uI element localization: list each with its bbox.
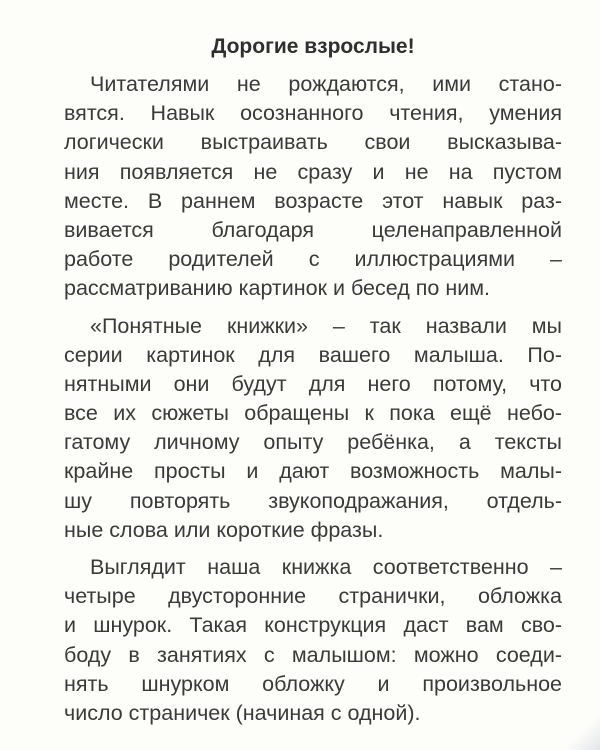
text-line: месте. В раннем возрасте этот навык раз- — [64, 188, 562, 213]
text-line: вятся. Навык осознанного чтения, умения — [64, 101, 562, 126]
text-line: «Понятные книжки» – так назвали мы — [90, 313, 562, 338]
text-line: серии картинок для вашего малыша. По- — [64, 342, 562, 367]
text-line: ния появляется не сразу и не на пустом — [64, 159, 562, 184]
text-line: шу повторять звукоподражания, отдель- — [64, 488, 562, 513]
text-line: работе родителей с иллюстрациями – — [64, 247, 562, 272]
text-line: боду в занятиях с малышом: можно соеди- — [64, 642, 562, 667]
text-line: Выглядит наша книжка соответственно – — [90, 555, 562, 579]
text-line: число страничек (начиная с одной). — [64, 700, 421, 725]
text-line: крайне просты и дают возможность малы- — [64, 459, 562, 484]
document-page — [64, 32, 562, 736]
paragraph-1 — [64, 70, 562, 304]
text-line: вивается благодаря целенаправленной — [64, 217, 562, 242]
text-line: все их сюжеты обращены к пока ещё небо- — [64, 401, 562, 426]
page-title: Дорогие взрослые! — [211, 35, 415, 58]
text-line: рассматриванию картинок и бесед по ним. — [64, 276, 490, 301]
paragraph-3 — [64, 553, 562, 728]
page-corner-shadow — [560, 710, 600, 750]
text-line: ные слова или короткие фразы. — [64, 517, 384, 542]
text-line: четыре двусторонние странички, обложка — [64, 584, 562, 609]
text-line: Читателями не рождаются, ими стано- — [90, 72, 562, 96]
text-line: логически выстраивать свои высказыва- — [64, 130, 562, 155]
text-line: нять шнурком обложку и произвольное — [64, 671, 562, 696]
paragraph-2 — [64, 312, 562, 546]
text-line: нятными они будут для него потому, что — [64, 371, 562, 396]
text-line: гатому личному опыту ребёнка, а тексты — [64, 430, 562, 455]
text-line: и шнурок. Такая конструкция даст вам сво- — [64, 613, 562, 638]
